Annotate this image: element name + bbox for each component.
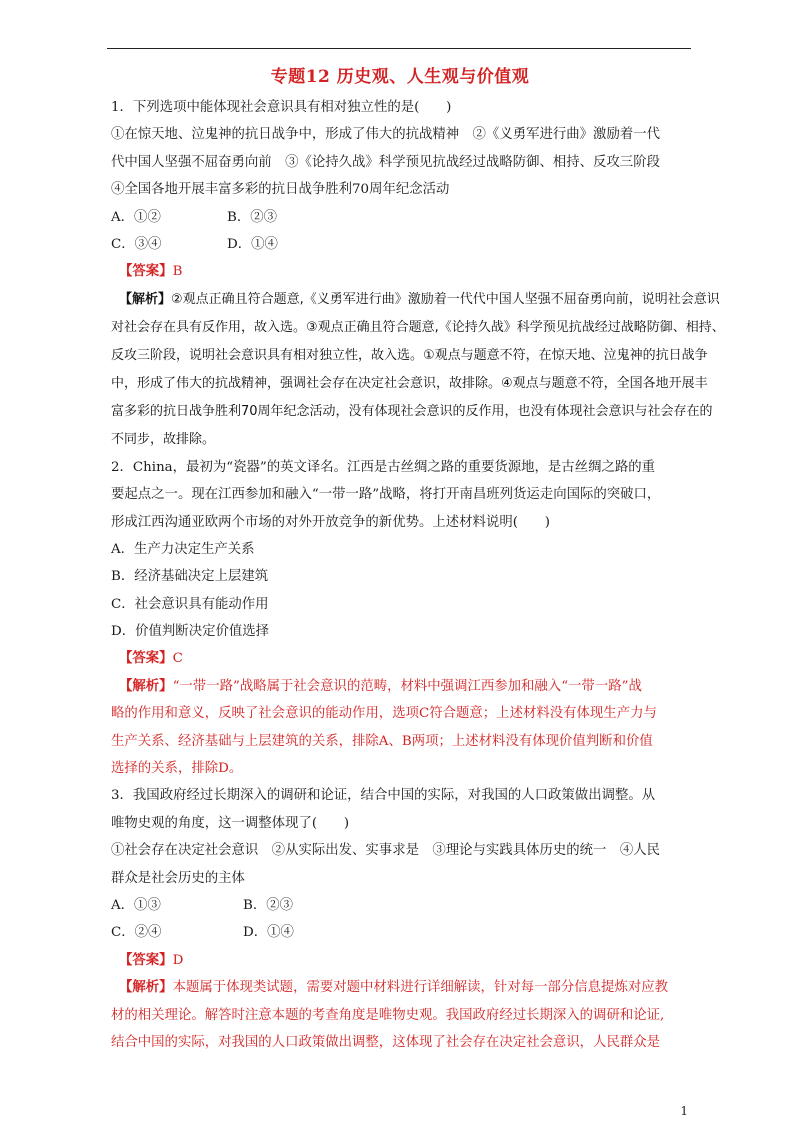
- analysis-tag: 【解析】: [119, 677, 173, 694]
- q3-item-line: ①社会存在决定社会意识 ②从实际出发、实事求是 ③理论与实践具体历史的统一 ④人民: [111, 843, 661, 859]
- q1-options-row-2: [111, 231, 696, 258]
- answer-value: B: [172, 264, 183, 280]
- q3-option-a: A．①③: [111, 897, 161, 913]
- analysis-tag: 【解析】: [119, 979, 173, 996]
- q2-option-d: D．价值判断决定价值选择: [111, 624, 270, 640]
- page-number: 1: [680, 1104, 688, 1118]
- q1-answer: [111, 258, 696, 285]
- q1-option-d: D．①④: [227, 236, 278, 252]
- q3-options-row-1: [111, 892, 696, 919]
- q3-analysis-line: 结合中国的实际，对我国的人口政策做出调整，这体现了社会存在决定社会意识，人民群众是: [111, 1034, 661, 1050]
- header-rule: [107, 48, 691, 49]
- q2-analysis-line: [111, 673, 696, 700]
- q3-analysis-line: [111, 974, 696, 1001]
- q2-option-c: C．社会意识具有能动作用: [111, 596, 269, 612]
- analysis-tag: 【解析】: [119, 291, 172, 307]
- q2-answer: [111, 645, 696, 672]
- q1-analysis-line: 不同步，故排除。: [111, 431, 216, 447]
- q1-item-line: ④全国各地开展丰富多彩的抗日战争胜利70周年纪念活动: [111, 182, 450, 198]
- q1-item-line: 代中国人坚强不屈奋勇向前 ③《论持久战》科学预见抗战经过战略防御、相持、反攻三阶段: [111, 154, 661, 170]
- analysis-text: “一带一路”战略属于社会意识的范畴，材料中强调江西参加和融入“一带一路”战: [172, 678, 642, 694]
- q2-stem: 2．China，最初为“瓷器”的英文译名。江西是古丝绸之路的重要货源地，是古丝绸之路的重: [111, 459, 656, 475]
- q1-analysis-line: 反攻三阶段，说明社会意识具有相对独立性，故入选。①观点与题意不符，在惊天地、泣鬼神的抗日战争: [111, 347, 708, 363]
- q2-stem: 要起点之一。现在江西参加和融入“一带一路”战略，将打开南昌班列货运走向国际的突破口，: [111, 487, 661, 503]
- q1-option-c: C．③④: [111, 236, 162, 252]
- q3-option-b: B．②③: [243, 897, 294, 913]
- document-body: [111, 94, 725, 1056]
- q2-option-b: B．经济基础决定上层建筑: [111, 569, 269, 585]
- answer-tag: 【答案】: [119, 263, 173, 280]
- q2-analysis-line: 生产关系、经济基础与上层建筑的关系，排除A、B两项；上述材料没有体现价值判断和价值: [111, 733, 653, 749]
- q1-analysis-line: 对社会存在具有反作用，故入选。③观点正确且符合题意,《论持久战》科学预见抗战经过战略防御、相持、: [111, 319, 725, 335]
- q3-option-c: C．②④: [111, 925, 162, 941]
- q1-analysis-line: [111, 286, 720, 314]
- q3-answer: [111, 947, 696, 974]
- q1-analysis-line: 富多彩的抗日战争胜利70周年纪念活动，没有体现社会意识的反作用，也没有体现社会意识与社会存在的: [111, 403, 713, 419]
- q3-option-d: D．①④: [243, 925, 294, 941]
- q2-analysis-line: 选择的关系，排除D。: [111, 761, 243, 777]
- q1-stem: 1．下列选项中能体现社会意识具有相对独立性的是( ): [111, 100, 452, 115]
- q3-stem: 唯物史观的角度，这一调整体现了( ): [111, 815, 350, 831]
- answer-value: D: [172, 952, 184, 968]
- answer-tag: 【答案】: [119, 650, 173, 667]
- analysis-text: 本题属于体现类试题，需要对题中材料进行详细解读，针对每一部分信息提炼对应教: [172, 980, 669, 996]
- q1-option-b: B．②③: [227, 209, 278, 225]
- q2-option-a: A．生产力决定生产关系: [111, 541, 255, 557]
- q3-analysis-line: 材的相关理论。解答时注意本题的考查角度是唯物史观。我国政府经过长期深入的调研和论证,: [111, 1007, 665, 1023]
- q2-analysis-line: 略的作用和意义，反映了社会意识的能动作用，选项C符合题意；上述材料没有体现生产力与: [111, 706, 657, 722]
- analysis-text: ②观点正确且符合题意,《义勇军进行曲》激励着一代代中国人坚强不屈奋勇向前，说明社会意识: [171, 291, 720, 307]
- q1-option-a: A．①②: [111, 209, 161, 225]
- q1-options-row-1: [111, 204, 696, 231]
- q3-item-line: 群众是社会历史的主体: [111, 870, 245, 886]
- q3-stem: 3．我国政府经过长期深入的调研和论证，结合中国的实际，对我国的人口政策做出调整。从: [111, 788, 656, 804]
- q1-item-line: ①在惊天地、泣鬼神的抗日战争中，形成了伟大的抗战精神 ②《义勇军进行曲》激励着一代: [111, 127, 661, 143]
- answer-value: C: [172, 651, 183, 667]
- answer-tag: 【答案】: [119, 951, 173, 968]
- page-title: 专题12 历史观、人生观与价值观: [270, 67, 530, 87]
- q2-stem: 形成江西沟通亚欧两个市场的对外开放竞争的新优势。上述材料说明( ): [111, 514, 550, 530]
- q1-analysis-line: 中，形成了伟大的抗战精神，强调社会存在决定社会意识，故排除。④观点与题意不符，全国各地开展丰: [111, 375, 708, 391]
- q3-options-row-2: [111, 919, 696, 946]
